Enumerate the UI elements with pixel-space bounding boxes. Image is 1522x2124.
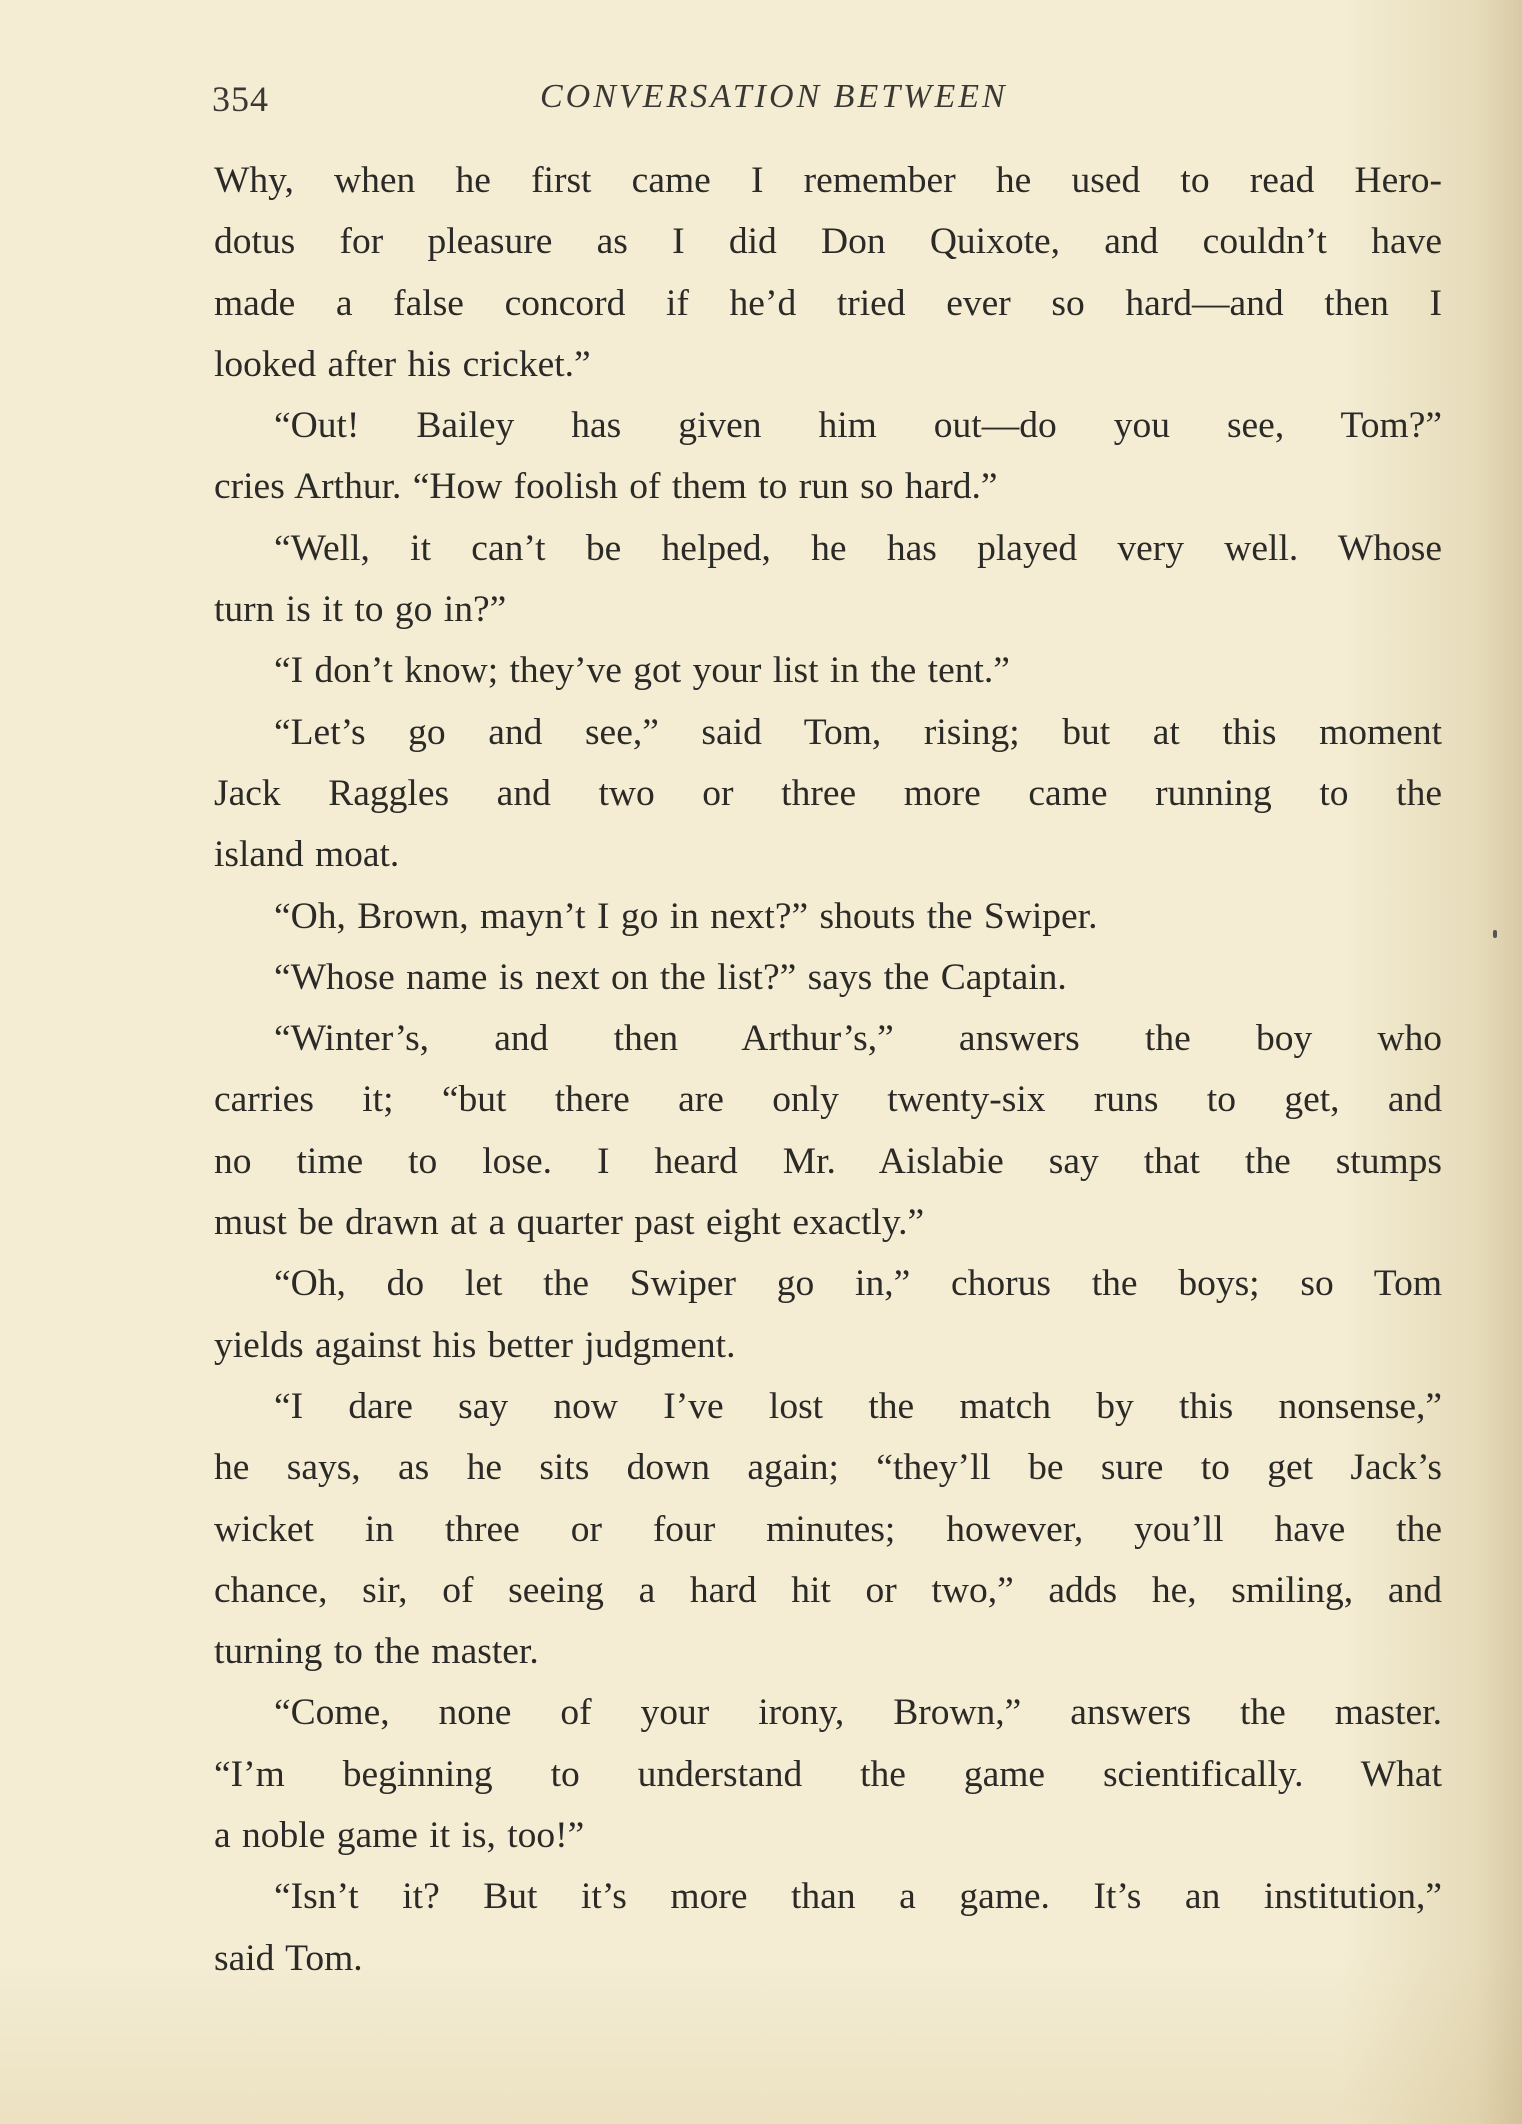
page-header [212, 78, 1442, 128]
text-line: no time to lose. I heard Mr. Aislabie say that the stumps [214, 1140, 1442, 1182]
text-line: “I’m beginning to understand the game scientifically. What [214, 1753, 1442, 1795]
text-line: “Winter’s, and then Arthur’s,” answers the boy who [274, 1018, 1442, 1060]
text-line: said Tom. [214, 1937, 363, 1979]
text-line: cries Arthur. “How foolish of them to run so hard.” [214, 466, 998, 508]
text-line: he says, as he sits down again; “they’ll be sure to get Jack’s [214, 1447, 1442, 1489]
text-line: carries it; “but there are only twenty-six runs to get, and [214, 1079, 1442, 1121]
page-number: 354 [212, 79, 269, 119]
text-line: made a false concord if he’d tried ever so hard—and then I [214, 282, 1442, 324]
text-line: “I don’t know; they’ve got your list in the tent.” [274, 650, 1010, 692]
text-line: “Well, it can’t be helped, he has played very well. Whose [274, 527, 1442, 569]
text-line: chance, sir, of seeing a hard hit or two,” adds he, smiling, and [214, 1569, 1442, 1611]
text-line: Jack Raggles and two or three more came running to the [214, 772, 1442, 814]
text-line: island moat. [214, 834, 400, 876]
text-line: Why, when he first came I remember he used to read Hero- [214, 160, 1442, 201]
text-line: looked after his cricket.” [214, 343, 591, 385]
text-line: “Come, none of your irony, Brown,” answers the master. [274, 1692, 1442, 1734]
text-line: must be drawn at a quarter past eight exactly.” [214, 1202, 925, 1244]
text-line: “Out! Bailey has given him out—do you see, Tom?” [274, 405, 1442, 447]
text-line: “Isn’t it? But it’s more than a game. It’s an institution,” [274, 1876, 1442, 1918]
running-head: CONVERSATION BETWEEN [540, 78, 1008, 115]
text-line: a noble game it is, too!” [214, 1815, 585, 1857]
text-line: “I dare say now I’ve lost the match by this nonsense,” [274, 1385, 1442, 1427]
text-line: “Let’s go and see,” said Tom, rising; but at this moment [274, 711, 1442, 753]
body-text [214, 150, 1442, 1989]
text-line: turn is it to go in?” [214, 589, 507, 631]
text-line: “Whose name is next on the list?” says the Captain. [274, 956, 1067, 998]
text-line: “Oh, do let the Swiper go in,” chorus the boys; so Tom [274, 1263, 1442, 1305]
text-line: yields against his better judgment. [214, 1324, 736, 1366]
text-line: “Oh, Brown, mayn’t I go in next?” shouts the Swiper. [274, 895, 1098, 937]
text-line: turning to the master. [214, 1631, 539, 1673]
text-line: dotus for pleasure as I did Don Quixote, and couldn’t have [214, 221, 1442, 263]
text-line: wicket in three or four minutes; however, you’ll have the [214, 1508, 1442, 1550]
page-speck [1493, 930, 1497, 938]
